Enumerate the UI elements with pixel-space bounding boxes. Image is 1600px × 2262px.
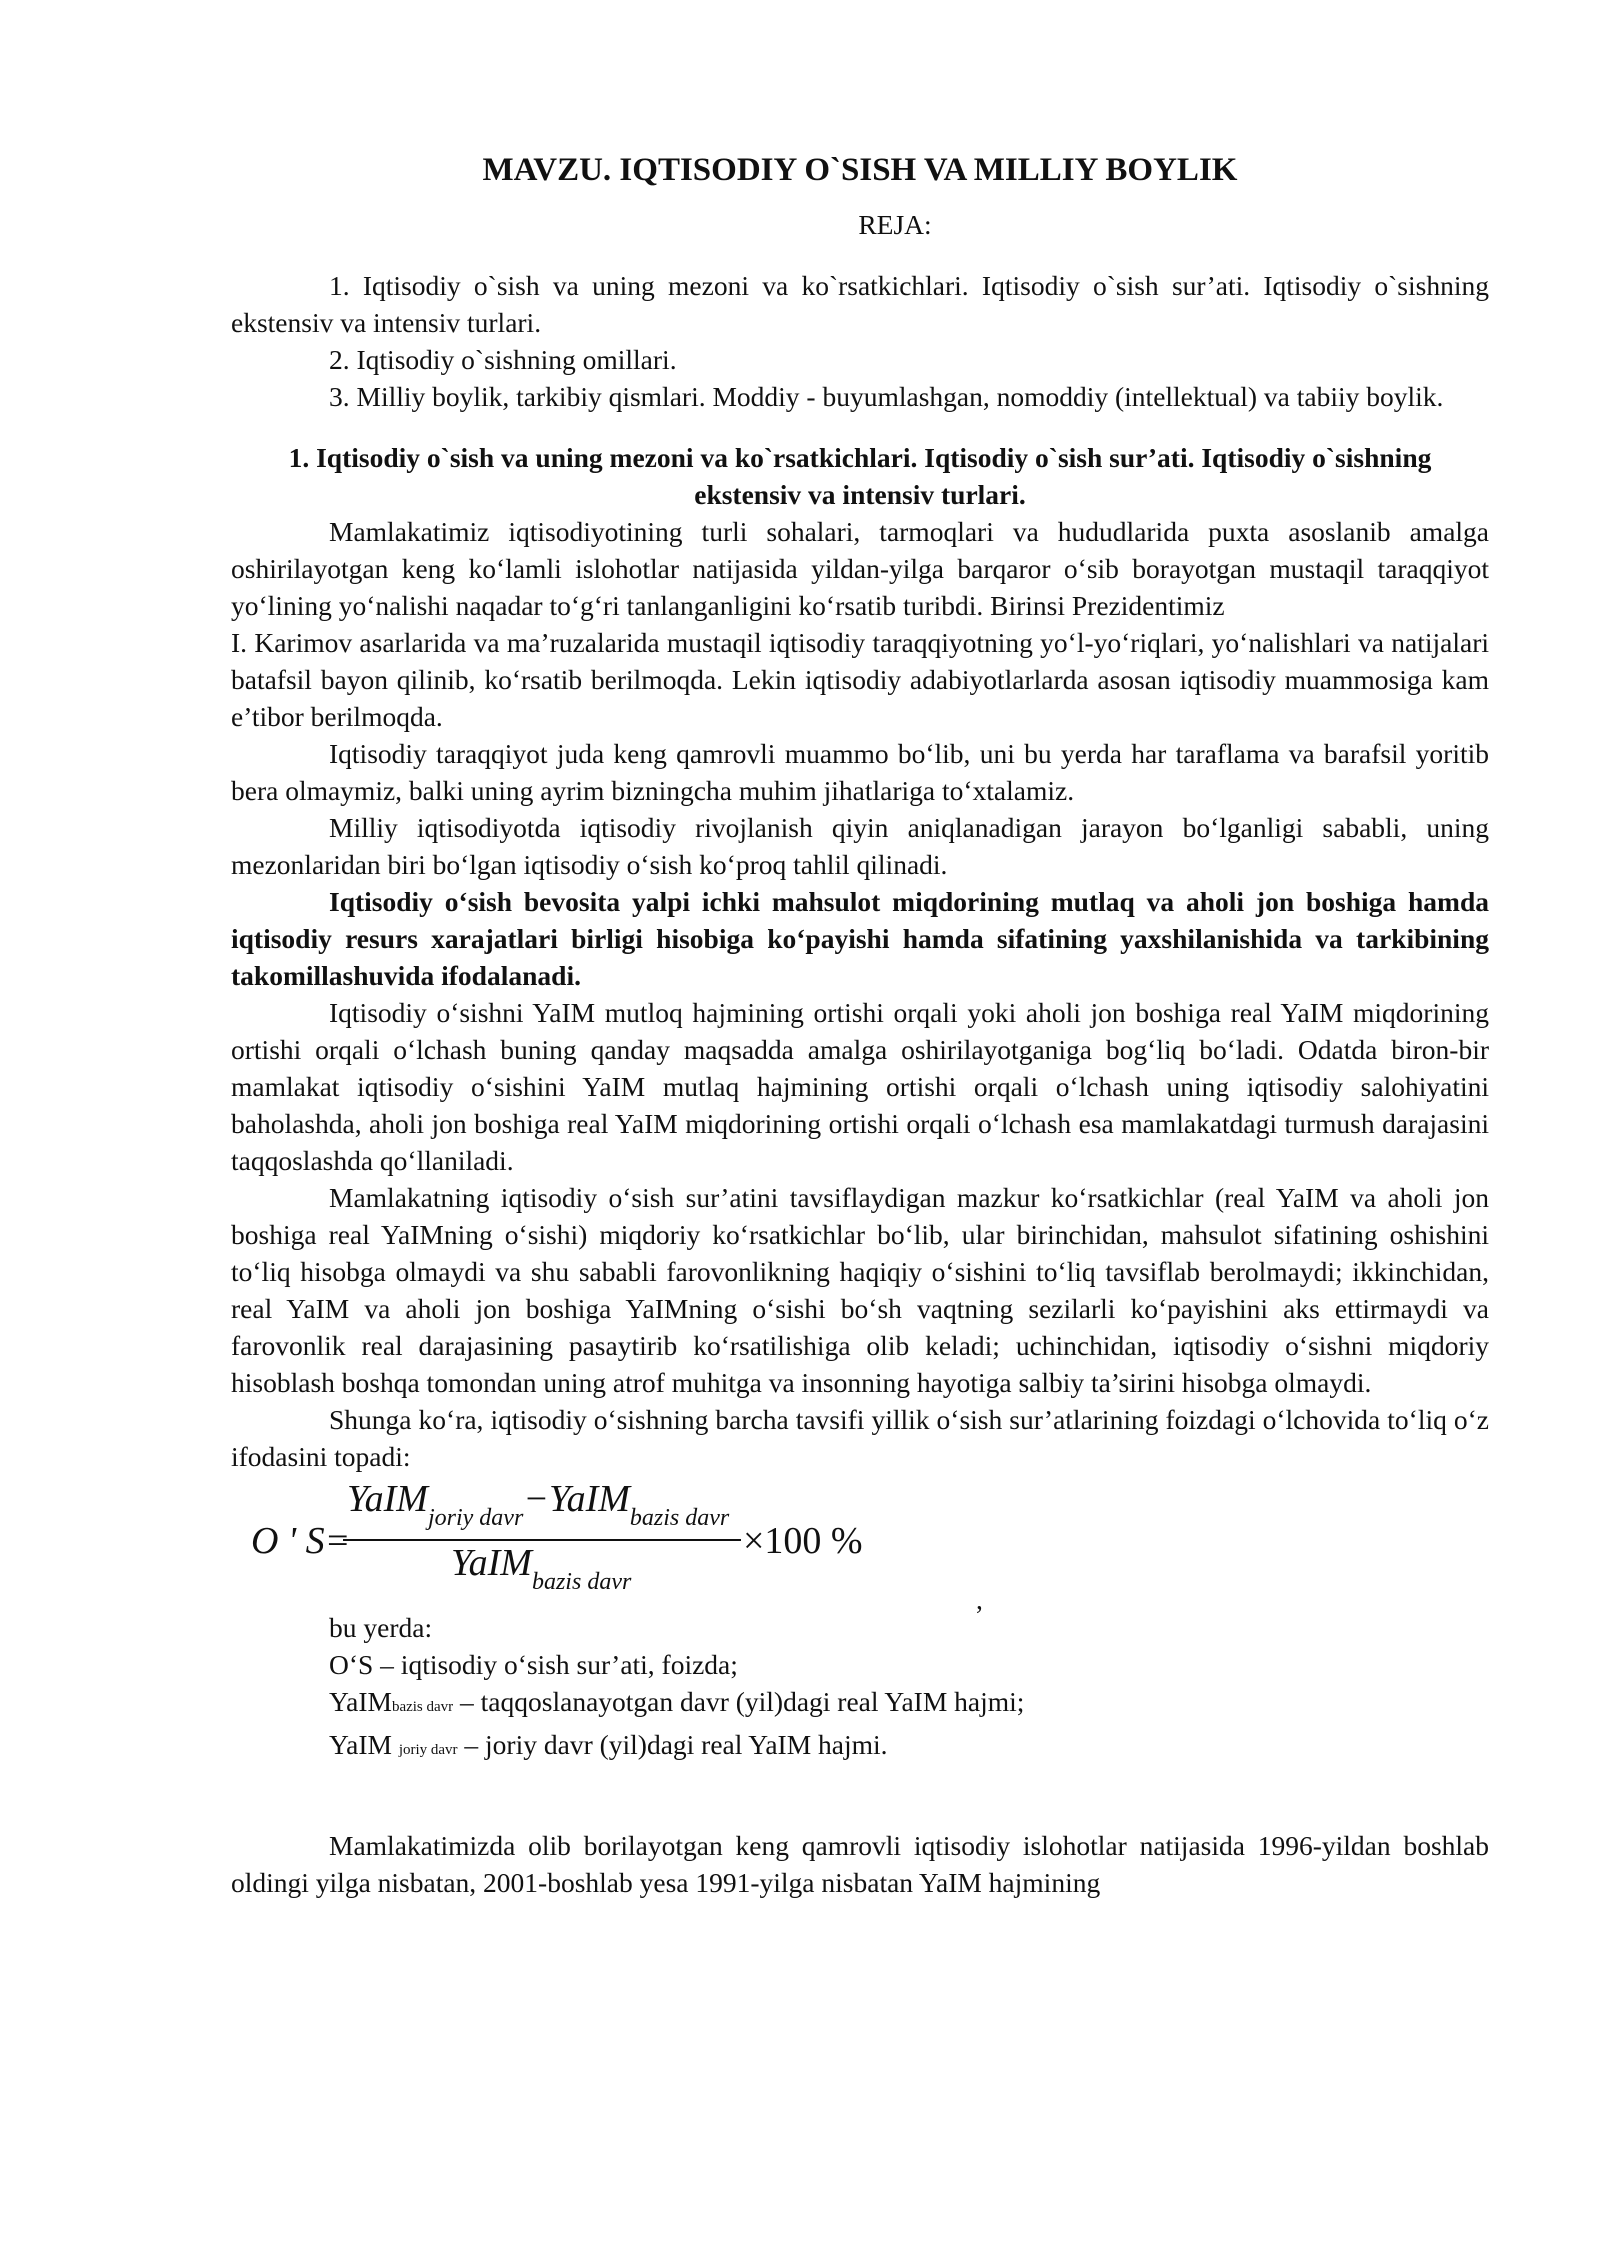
paragraph-indicators: Mamlakatning iqtisodiy o‘sish sur’atini tavsiflaydigan mazkur ko‘rsatkichlar (real YaIM va aholi jon boshiga real YaIMning o‘sishi) miqdoriy ko‘rsatkichlar bo‘lib, ular birinchidan, mahsulot sifatining oshishini to‘liq hisobga olmaydi va shu sababli farovonlikning haqiqiy o‘sishini to‘liq tavsiflab berolmaydi; ikkinchidan, real YaIM va aholi jon boshiga YaIMning o‘sishi bo‘sh vaqtning sezilarli ko‘payishini aks ettirmaydi va farovonlik real darajasining pasaytirib ko‘rsatilishiga olib keladi; uchinchidan, iqtisodiy o‘sishni miqdoriy hisoblash boshqa tomondan uning atrof muhitga va insonning hayotiga salbiy ta’sirini hisobga olmaydi. [231, 1182, 1489, 1398]
paragraph-final: Mamlakatimizda olib borilayotgan keng qamrovli iqtisodiy islohotlar natijasida 1996-yildan boshlab oldingi yilga nisbatan, 2001-boshlab yesa 1991-yilga nisbatan YaIM hajmining [231, 1830, 1489, 1898]
paragraph-development: Iqtisodiy taraqqiyot juda keng qamrovli muammo bo‘lib, uni bu yerda har taraflama va barafsil yoritib bera olmaymiz, balki uning ayrim bizningcha muhim jihatlariga to‘xtalamiz. [231, 738, 1489, 806]
definitions-intro: bu yerda: [329, 1612, 433, 1643]
definition-bazis: YaIMbazis davr – taqqoslanayotgan davr (yil)dagi real YaIM hajmi; [329, 1686, 1025, 1717]
paragraph-growth-rate: Shunga ko‘ra, iqtisodiy o‘sishning barcha tavsifi yillik o‘sish sur’atlarining foizdagi o‘lchovida to‘liq o‘z ifodasini topadi: [231, 1404, 1489, 1472]
plan-heading: REJA: [858, 209, 932, 240]
plan-item-1: 1. Iqtisodiy o`sish va uning mezoni va ko`rsatkichlari. Iqtisodiy o`sish sur’ati. Iqtisodiy o`sishning ekstensiv va intensiv turlari. [231, 270, 1489, 338]
fraction-bar [343, 1539, 741, 1541]
definition-joriy: YaIM joriy davr – joriy davr (yil)dagi real YaIM hajmi. [329, 1729, 888, 1760]
formula-lhs: O ' S= [251, 1520, 351, 1562]
section-heading: 1. Iqtisodiy o`sish va uning mezoni va ko`rsatkichlari. Iqtisodiy o`sish sur’ati. Iqtisodiy o`sishning ekstensiv va intensiv turlari. [288, 442, 1432, 510]
document-title: MAVZU. IQTISODIY O`SISH VA MILLIY BOYLIK [482, 152, 1238, 188]
plan-item-2: 2. Iqtisodiy o`sishning omillari. [329, 344, 677, 375]
plan-item-3: 3. Milliy boylik, tarkibiy qismlari. Moddiy - buyumlashgan, nomoddiy (intellektual) va tabiiy boylik. [329, 381, 1444, 412]
formula-denominator: YaIM$_{bazis davr}$ [451, 1542, 632, 1595]
paragraph-national-economy: Milliy iqtisodiyotda iqtisodiy rivojlanish qiyin aniqlanadigan jarayon bo‘lganligi sababli, uning mezonlaridan biri bo‘lgan iqtisodiy o‘sish ko‘proq tahlil qilinadi. [231, 812, 1489, 880]
formula-numerator: YaIM$_{joriy davr}$−YaIM$_{bazis davr}$ [347, 1478, 730, 1531]
paragraph-intro-continued: I. Karimov asarlarida va ma’ruzalarida mustaqil iqtisodiy taraqqiyotning yo‘l-yo‘riqlari, yo‘nalishlari va natijalari batafsil bayon qilinib, ko‘rsatib berilmoqda. Lekin iqtisodiy adabiyotlarlarda asosan iqtisodiy muammosiga kam e’tibor berilmoqda. [231, 627, 1489, 732]
document-page [231, 150, 1489, 1901]
formula-definitions [231, 1609, 1489, 1769]
formula-comma: , [976, 1584, 983, 1615]
paragraph-intro: Mamlakatimiz iqtisodiyotining turli sohalari, tarmoqlari va hududlarida puxta asoslanib amalga oshirilayotgan keng ko‘lamli islohotlar natijasida yildan-yilga barqaror o‘sib borayotgan mustaqil taraqqiyot yo‘lining yo‘nalishi naqadar to‘g‘ri tanlanganligini ko‘rsatib turibdi. Birinsi Prezidentimiz [231, 516, 1489, 621]
growth-rate-formula [231, 1478, 1489, 1615]
paragraph-measurement: Iqtisodiy o‘sishni YaIM mutloq hajmining ortishi orqali yoki aholi jon boshiga real YaIM miqdorining ortishi orqali o‘lchash buning qanday maqsadda amalga oshirilayotganiga bog‘liq bo‘ladi. Odatda biron-bir mamlakat iqtisodiy o‘sishini YaIM mutlaq hajmining ortishi orqali o‘lchash uning iqtisodiy salohiyatini baholashda, aholi jon boshiga real YaIM miqdorining ortishi orqali o‘lchash esa mamlakatdagi turmush darajasini taqqoslashda qo‘llaniladi. [231, 997, 1489, 1176]
paragraph-definition: Iqtisodiy o‘sish bevosita yalpi ichki mahsulot miqdorining mutlaq va aholi jon boshiga hamda iqtisodiy resurs xarajatlari birligi hisobiga ko‘payishi hamda sifatining yaxshilanishida va tarkibining takomillashuvida ifodalanadi. [231, 886, 1489, 991]
formula-multiplier: ×100 % [743, 1520, 863, 1562]
definition-os: O‘S – iqtisodiy o‘sish sur’ati, foizda; [329, 1649, 738, 1680]
spacer [231, 1769, 1489, 1827]
